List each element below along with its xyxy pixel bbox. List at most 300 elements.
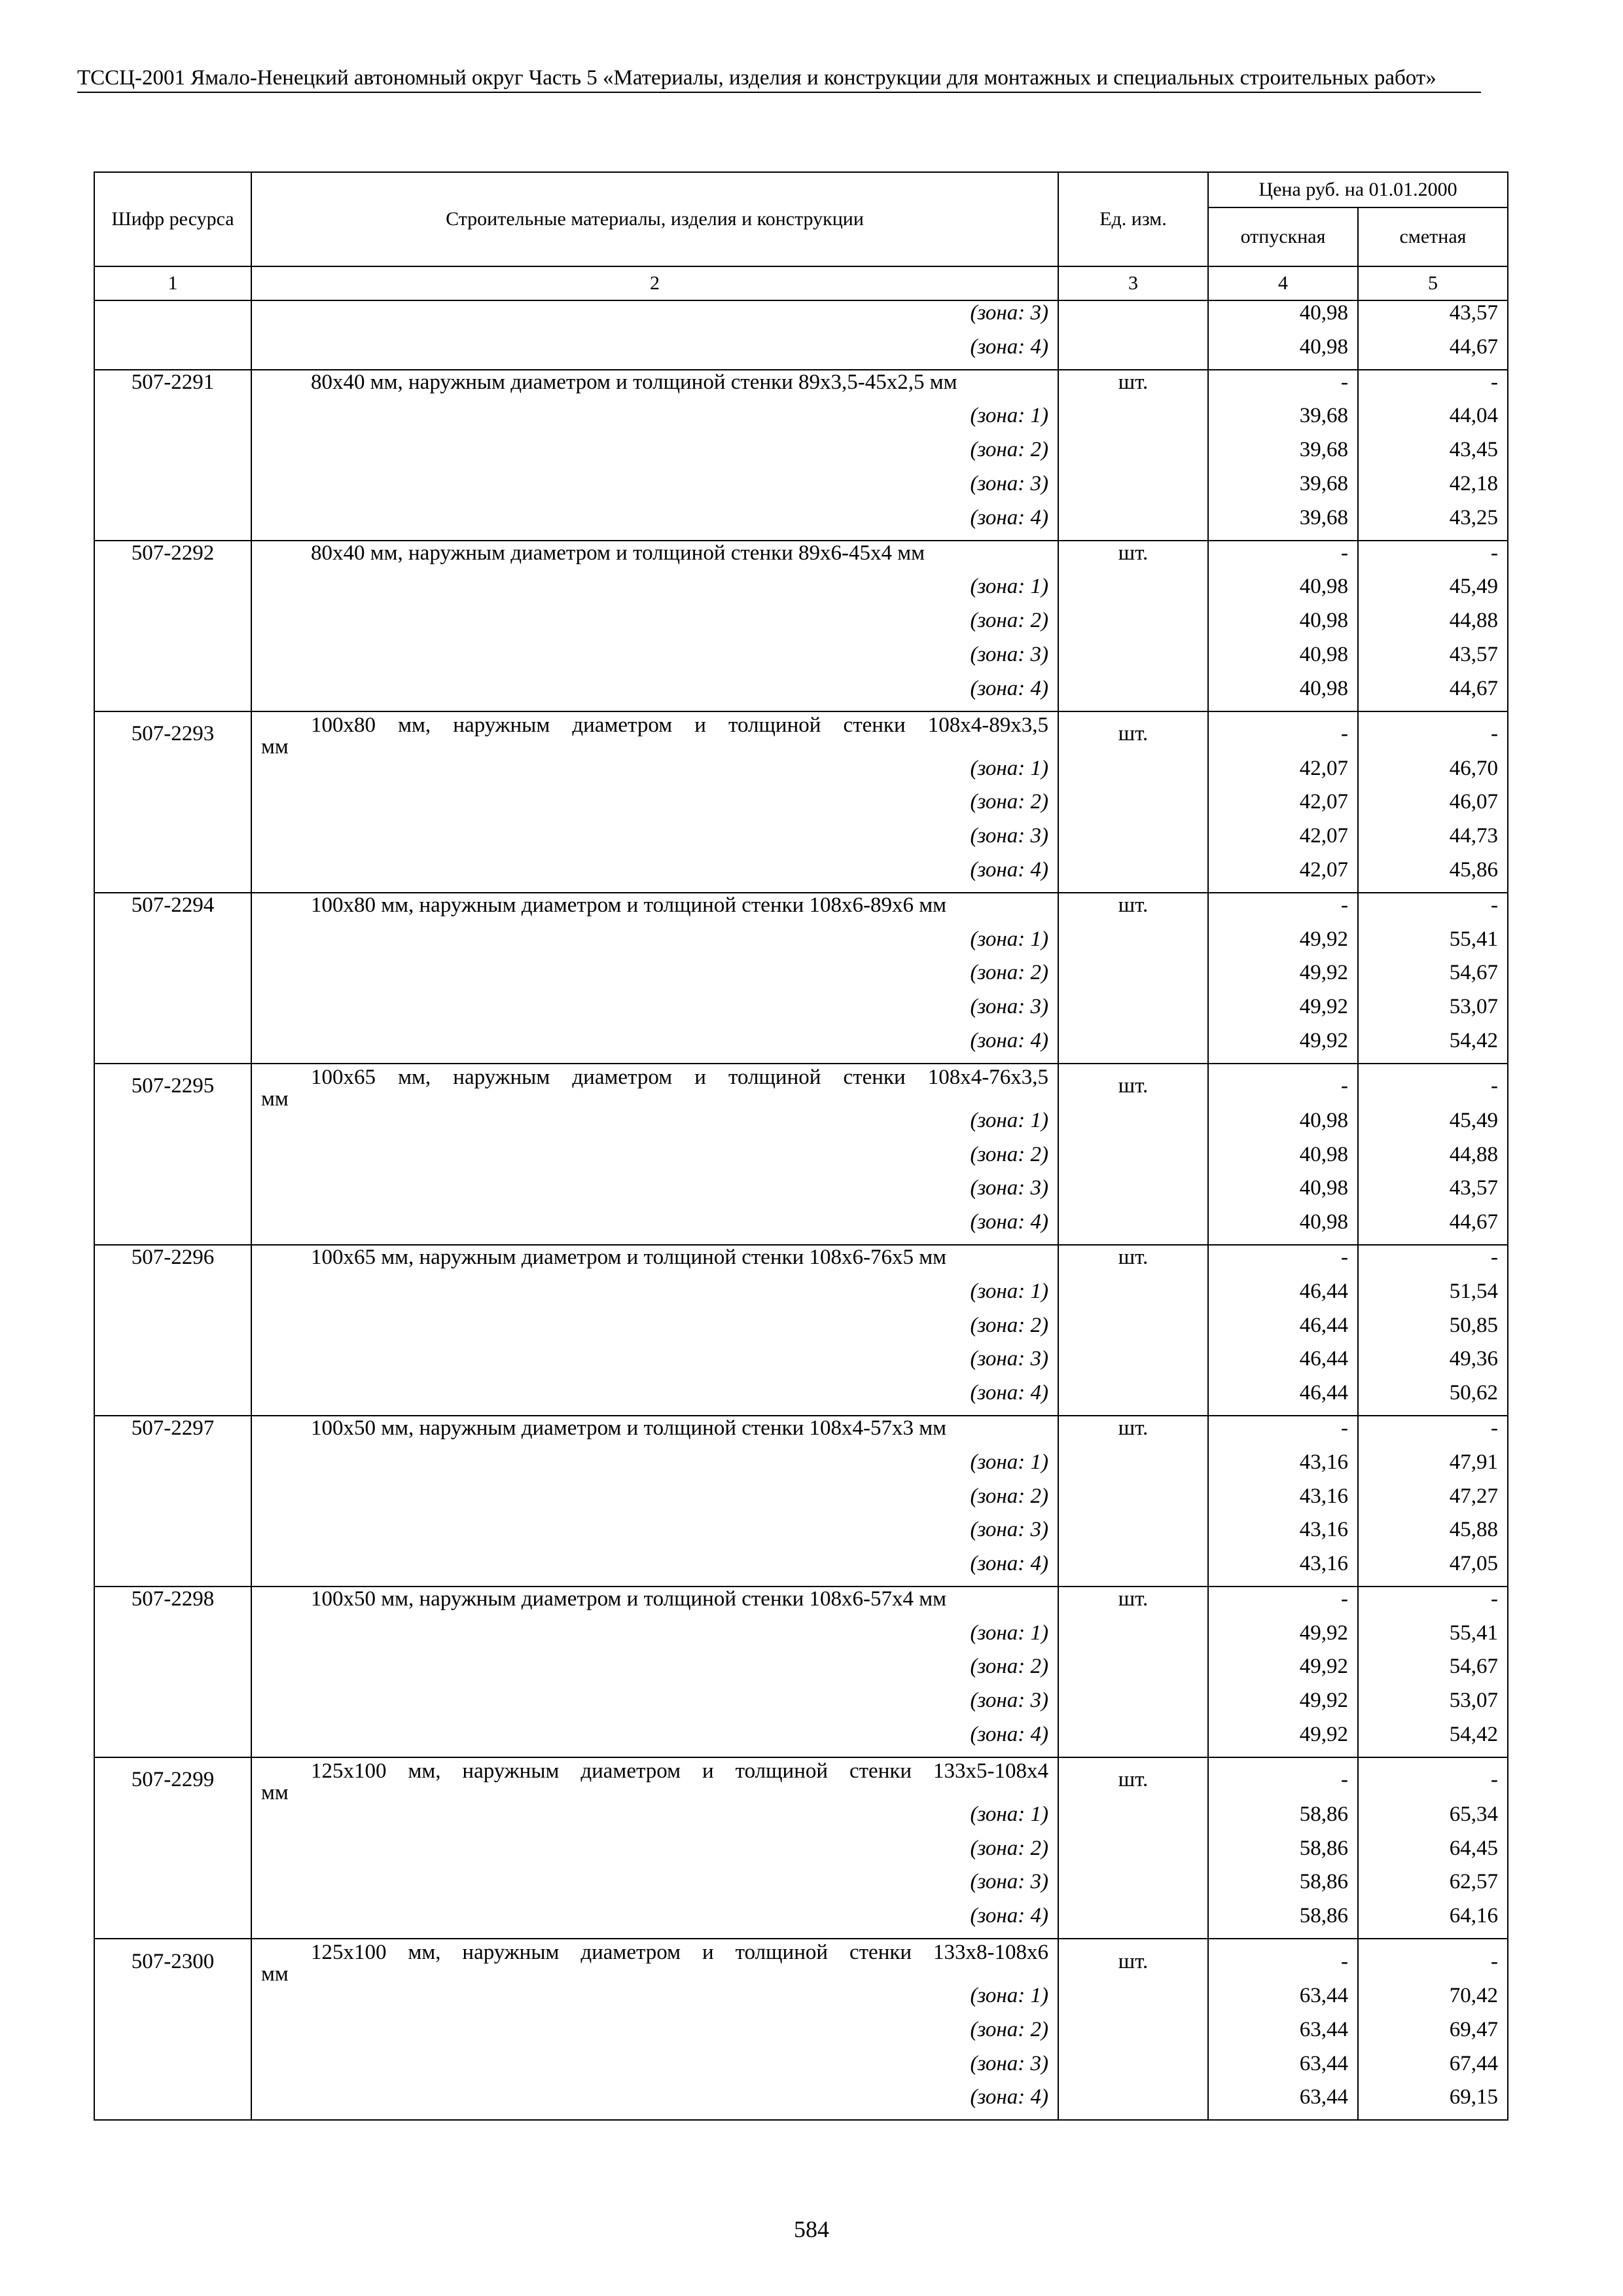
cell-code: [94, 995, 251, 1029]
cell-unit: [1058, 1109, 1208, 1143]
table-row: [94, 1904, 1508, 1939]
cell-estimate-price: -: [1358, 711, 1508, 757]
description-unit-text: мм: [261, 1962, 289, 1986]
cell-unit: [1058, 404, 1208, 438]
description-unit-text: мм: [261, 1780, 289, 1804]
col-number: 3: [1058, 266, 1208, 300]
cell-estimate-price: 65,34: [1358, 1803, 1508, 1837]
description-text: 100х65 мм, наружным диаметром и толщиной стенки 108х4-76х3,5: [311, 1065, 1048, 1089]
cell-unit: [1058, 1314, 1208, 1348]
cell-zone: (зона: 2): [251, 1837, 1058, 1871]
col-header-code: Шифр ресурса: [94, 172, 251, 266]
cell-zone: (зона: 4): [251, 1210, 1058, 1245]
cell-zone: (зона: 4): [251, 506, 1058, 541]
cell-unit: [1058, 1655, 1208, 1689]
table-row: [94, 1416, 1508, 1450]
cell-code: [94, 2085, 251, 2120]
cell-unit: [1058, 472, 1208, 506]
cell-estimate-price: 62,57: [1358, 1870, 1508, 1904]
cell-unit: [1058, 677, 1208, 711]
cell-estimate-price: 54,42: [1358, 1723, 1508, 1757]
cell-estimate-price: 47,27: [1358, 1484, 1508, 1518]
cell-code: [94, 335, 251, 370]
cell-release-price: 42,07: [1208, 824, 1358, 858]
cell-zone: (зона: 4): [251, 677, 1058, 711]
cell-release-price: -: [1208, 1939, 1358, 1984]
cell-zone: (зона: 2): [251, 1484, 1058, 1518]
table-row: [94, 1723, 1508, 1757]
cell-estimate-price: 46,07: [1358, 790, 1508, 824]
cell-estimate-price: 64,16: [1358, 1904, 1508, 1939]
cell-estimate-price: 53,07: [1358, 1689, 1508, 1723]
cell-unit: [1058, 1552, 1208, 1587]
cell-unit: шт.: [1058, 893, 1208, 927]
cell-estimate-price: 69,15: [1358, 2085, 1508, 2120]
cell-code: [94, 1484, 251, 1518]
cell-release-price: 39,68: [1208, 438, 1358, 472]
cell-code: [94, 472, 251, 506]
cell-code: [94, 1176, 251, 1210]
cell-code: [94, 1870, 251, 1904]
cell-unit: [1058, 2085, 1208, 2120]
cell-estimate-price: 45,88: [1358, 1518, 1508, 1552]
cell-code: [94, 858, 251, 893]
document-header: ТССЦ-2001 Ямало-Ненецкий автономный округ Часть 5 «Материалы, изделия и конструкции для монтажных и специальных строительных работ»: [77, 65, 1481, 93]
cell-estimate-price: 51,54: [1358, 1280, 1508, 1314]
cell-zone: (зона: 3): [251, 1518, 1058, 1552]
cell-unit: [1058, 1621, 1208, 1655]
cell-unit: [1058, 1029, 1208, 1064]
cell-code: 507-2298: [94, 1587, 251, 1621]
cell-zone: (зона: 3): [251, 2052, 1058, 2086]
cell-unit: [1058, 1484, 1208, 1518]
cell-estimate-price: 43,57: [1358, 1176, 1508, 1210]
cell-estimate-price: -: [1358, 1587, 1508, 1621]
cell-code: 507-2296: [94, 1245, 251, 1280]
cell-estimate-price: 45,49: [1358, 575, 1508, 609]
description-unit-text: мм: [261, 1086, 289, 1111]
cell-description: [251, 541, 1058, 575]
cell-code: [94, 824, 251, 858]
description-text: 100х65 мм, наружным диаметром и толщиной стенки 108х6-76х5 мм: [311, 1245, 947, 1269]
cell-zone: (зона: 1): [251, 927, 1058, 961]
cell-zone: (зона: 2): [251, 2018, 1058, 2052]
cell-estimate-price: 43,45: [1358, 438, 1508, 472]
table-row: [94, 1939, 1508, 1984]
cell-estimate-price: -: [1358, 370, 1508, 404]
table-row: [94, 711, 1508, 757]
table-row: [94, 927, 1508, 961]
cell-zone: (зона: 4): [251, 858, 1058, 893]
col-header-price: Цена руб. на 01.01.2000: [1208, 172, 1508, 207]
cell-code: [94, 1450, 251, 1484]
table-row: [94, 961, 1508, 995]
cell-zone: (зона: 3): [251, 995, 1058, 1029]
table-row: [94, 1587, 1508, 1621]
price-table: [94, 171, 1508, 2121]
cell-zone: (зона: 2): [251, 961, 1058, 995]
table-row: [94, 1689, 1508, 1723]
col-number: 1: [94, 266, 251, 300]
cell-release-price: 63,44: [1208, 2018, 1358, 2052]
cell-release-price: 39,68: [1208, 506, 1358, 541]
cell-estimate-price: 43,25: [1358, 506, 1508, 541]
cell-release-price: 43,16: [1208, 1484, 1358, 1518]
table-row: [94, 1064, 1508, 1109]
cell-code: [94, 1655, 251, 1689]
cell-code: [94, 927, 251, 961]
table-row: [94, 1314, 1508, 1348]
col-header-estimate: сметная: [1358, 207, 1508, 266]
cell-unit: [1058, 2052, 1208, 2086]
cell-code: [94, 300, 251, 335]
cell-release-price: 58,86: [1208, 1904, 1358, 1939]
table-row: [94, 2085, 1508, 2120]
cell-release-price: 49,92: [1208, 1029, 1358, 1064]
cell-release-price: -: [1208, 1416, 1358, 1450]
cell-zone: (зона: 4): [251, 1552, 1058, 1587]
cell-estimate-price: -: [1358, 1939, 1508, 1984]
cell-zone: (зона: 1): [251, 757, 1058, 791]
cell-code: [94, 1109, 251, 1143]
cell-unit: шт.: [1058, 711, 1208, 757]
cell-description: [251, 1064, 1058, 1109]
table-row: [94, 2018, 1508, 2052]
cell-code: [94, 643, 251, 677]
cell-code: [94, 1347, 251, 1381]
cell-zone: (зона: 2): [251, 1655, 1058, 1689]
cell-estimate-price: -: [1358, 1245, 1508, 1280]
table-row: [94, 1837, 1508, 1871]
cell-release-price: -: [1208, 541, 1358, 575]
cell-estimate-price: 44,04: [1358, 404, 1508, 438]
cell-unit: [1058, 1176, 1208, 1210]
cell-release-price: -: [1208, 893, 1358, 927]
cell-release-price: 43,16: [1208, 1450, 1358, 1484]
description-text: 80х40 мм, наружным диаметром и толщиной стенки 89х6-45х4 мм: [311, 541, 925, 565]
cell-zone: (зона: 4): [251, 1904, 1058, 1939]
cell-estimate-price: 54,42: [1358, 1029, 1508, 1064]
cell-unit: [1058, 1518, 1208, 1552]
cell-estimate-price: 44,67: [1358, 335, 1508, 370]
table-row: [94, 790, 1508, 824]
cell-code: 507-2291: [94, 370, 251, 404]
table-row: [94, 541, 1508, 575]
cell-unit: [1058, 1689, 1208, 1723]
cell-code: 507-2294: [94, 893, 251, 927]
cell-unit: [1058, 1280, 1208, 1314]
table-row: [94, 609, 1508, 643]
cell-zone: (зона: 2): [251, 790, 1058, 824]
cell-unit: шт.: [1058, 1587, 1208, 1621]
col-number: 2: [251, 266, 1058, 300]
cell-zone: (зона: 4): [251, 1029, 1058, 1064]
cell-zone: (зона: 3): [251, 824, 1058, 858]
cell-estimate-price: 64,45: [1358, 1837, 1508, 1871]
description-text: 100х50 мм, наружным диаметром и толщиной стенки 108х4-57х3 мм: [311, 1416, 947, 1440]
cell-zone: (зона: 1): [251, 1621, 1058, 1655]
description-text: 125х100 мм, наружным диаметром и толщиной стенки 133х8-108х6: [311, 1941, 1048, 1965]
cell-code: [94, 1803, 251, 1837]
cell-release-price: 40,98: [1208, 1143, 1358, 1177]
cell-estimate-price: -: [1358, 541, 1508, 575]
table-row: [94, 893, 1508, 927]
cell-zone: (зона: 4): [251, 2085, 1058, 2120]
cell-release-price: -: [1208, 1245, 1358, 1280]
cell-release-price: -: [1208, 711, 1358, 757]
cell-release-price: 40,98: [1208, 1109, 1358, 1143]
cell-unit: [1058, 609, 1208, 643]
table-row: [94, 404, 1508, 438]
cell-zone: (зона: 3): [251, 1176, 1058, 1210]
cell-unit: [1058, 1381, 1208, 1416]
cell-zone: (зона: 4): [251, 335, 1058, 370]
description-text: 100х80 мм, наружным диаметром и толщиной стенки 108х6-89х6 мм: [311, 893, 947, 917]
description-unit-text: мм: [261, 734, 289, 759]
description-text: 125х100 мм, наружным диаметром и толщиной стенки 133х5-108х4: [311, 1759, 1048, 1783]
cell-code: [94, 506, 251, 541]
cell-release-price: 46,44: [1208, 1381, 1358, 1416]
cell-unit: [1058, 757, 1208, 791]
cell-code: [94, 677, 251, 711]
cell-unit: [1058, 1723, 1208, 1757]
cell-unit: [1058, 643, 1208, 677]
cell-release-price: 39,68: [1208, 404, 1358, 438]
cell-unit: [1058, 858, 1208, 893]
cell-release-price: 43,16: [1208, 1552, 1358, 1587]
table-row: [94, 370, 1508, 404]
cell-description: [251, 1587, 1058, 1621]
cell-release-price: 49,92: [1208, 1655, 1358, 1689]
table-row: [94, 1143, 1508, 1177]
cell-unit: [1058, 1210, 1208, 1245]
cell-code: [94, 1984, 251, 2018]
cell-unit: [1058, 438, 1208, 472]
cell-release-price: 40,98: [1208, 609, 1358, 643]
table-row: [94, 1176, 1508, 1210]
cell-code: [94, 609, 251, 643]
cell-estimate-price: 70,42: [1358, 1984, 1508, 2018]
table-row: [94, 575, 1508, 609]
cell-unit: [1058, 2018, 1208, 2052]
col-number: 4: [1208, 266, 1358, 300]
cell-release-price: -: [1208, 370, 1358, 404]
cell-code: 507-2292: [94, 541, 251, 575]
table-row: [94, 1655, 1508, 1689]
cell-release-price: 63,44: [1208, 2052, 1358, 2086]
cell-code: [94, 2018, 251, 2052]
cell-release-price: 46,44: [1208, 1347, 1358, 1381]
cell-estimate-price: 50,62: [1358, 1381, 1508, 1416]
cell-estimate-price: -: [1358, 893, 1508, 927]
cell-code: [94, 1518, 251, 1552]
cell-zone: (зона: 3): [251, 643, 1058, 677]
cell-code: 507-2300: [94, 1939, 251, 1984]
cell-release-price: 40,98: [1208, 1210, 1358, 1245]
cell-code: [94, 757, 251, 791]
cell-description: [251, 370, 1058, 404]
cell-zone: (зона: 4): [251, 1723, 1058, 1757]
cell-release-price: 58,86: [1208, 1837, 1358, 1871]
table-row: [94, 824, 1508, 858]
cell-release-price: 40,98: [1208, 335, 1358, 370]
table-row: [94, 677, 1508, 711]
cell-unit: [1058, 995, 1208, 1029]
cell-estimate-price: 46,70: [1358, 757, 1508, 791]
cell-code: [94, 1621, 251, 1655]
cell-code: [94, 1314, 251, 1348]
cell-code: 507-2295: [94, 1064, 251, 1109]
cell-estimate-price: -: [1358, 1064, 1508, 1109]
cell-code: [94, 790, 251, 824]
cell-zone: (зона: 2): [251, 438, 1058, 472]
table-body: [94, 300, 1508, 2120]
page-number: 584: [794, 2216, 829, 2242]
cell-zone: (зона: 1): [251, 404, 1058, 438]
table-row: [94, 300, 1508, 335]
cell-zone: (зона: 1): [251, 575, 1058, 609]
table-row: [94, 1029, 1508, 1064]
cell-release-price: 58,86: [1208, 1803, 1358, 1837]
cell-estimate-price: 44,88: [1358, 609, 1508, 643]
cell-unit: шт.: [1058, 1939, 1208, 1984]
cell-code: [94, 1381, 251, 1416]
cell-release-price: 43,16: [1208, 1518, 1358, 1552]
cell-release-price: 49,92: [1208, 1723, 1358, 1757]
cell-unit: шт.: [1058, 541, 1208, 575]
table-row: [94, 1210, 1508, 1245]
cell-code: [94, 1837, 251, 1871]
cell-release-price: 58,86: [1208, 1870, 1358, 1904]
col-header-name: Строительные материалы, изделия и конструкции: [251, 172, 1058, 266]
cell-estimate-price: 45,49: [1358, 1109, 1508, 1143]
cell-release-price: -: [1208, 1064, 1358, 1109]
cell-release-price: 63,44: [1208, 1984, 1358, 2018]
cell-description: [251, 893, 1058, 927]
table-row: [94, 1347, 1508, 1381]
cell-unit: шт.: [1058, 1416, 1208, 1450]
cell-description: [251, 1245, 1058, 1280]
cell-zone: (зона: 1): [251, 1803, 1058, 1837]
cell-zone: (зона: 4): [251, 1381, 1058, 1416]
cell-estimate-price: 44,67: [1358, 1210, 1508, 1245]
cell-unit: шт.: [1058, 1757, 1208, 1803]
table-row: [94, 1450, 1508, 1484]
cell-zone: (зона: 1): [251, 1450, 1058, 1484]
cell-unit: [1058, 790, 1208, 824]
table-row: [94, 757, 1508, 791]
cell-estimate-price: 44,88: [1358, 1143, 1508, 1177]
table-row: [94, 1621, 1508, 1655]
table-row: [94, 1803, 1508, 1837]
col-header-unit: Ед. изм.: [1058, 172, 1208, 266]
cell-description: [251, 1757, 1058, 1803]
table-row: [94, 1984, 1508, 2018]
cell-estimate-price: 42,18: [1358, 472, 1508, 506]
cell-zone: (зона: 2): [251, 1314, 1058, 1348]
cell-estimate-price: 55,41: [1358, 927, 1508, 961]
cell-zone: (зона: 3): [251, 1347, 1058, 1381]
cell-release-price: 49,92: [1208, 927, 1358, 961]
cell-unit: [1058, 1837, 1208, 1871]
cell-release-price: 46,44: [1208, 1314, 1358, 1348]
cell-unit: [1058, 824, 1208, 858]
table-row: [94, 995, 1508, 1029]
cell-estimate-price: 49,36: [1358, 1347, 1508, 1381]
cell-release-price: 42,07: [1208, 790, 1358, 824]
cell-unit: [1058, 1143, 1208, 1177]
cell-release-price: 49,92: [1208, 1621, 1358, 1655]
cell-estimate-price: 53,07: [1358, 995, 1508, 1029]
cell-unit: [1058, 961, 1208, 995]
cell-code: [94, 438, 251, 472]
cell-release-price: 46,44: [1208, 1280, 1358, 1314]
cell-code: [94, 404, 251, 438]
cell-release-price: 40,98: [1208, 1176, 1358, 1210]
cell-estimate-price: 47,05: [1358, 1552, 1508, 1587]
cell-code: [94, 575, 251, 609]
cell-unit: [1058, 1450, 1208, 1484]
cell-estimate-price: 50,85: [1358, 1314, 1508, 1348]
cell-release-price: 40,98: [1208, 677, 1358, 711]
cell-release-price: 42,07: [1208, 858, 1358, 893]
table-row: [94, 643, 1508, 677]
table-row: [94, 1518, 1508, 1552]
cell-estimate-price: 44,67: [1358, 677, 1508, 711]
description-text: 80х40 мм, наружным диаметром и толщиной стенки 89х3,5-45х2,5 мм: [311, 370, 957, 394]
cell-unit: [1058, 575, 1208, 609]
cell-unit: [1058, 1803, 1208, 1837]
table-row: [94, 1870, 1508, 1904]
table-row: [94, 858, 1508, 893]
cell-zone: (зона: 3): [251, 472, 1058, 506]
cell-release-price: -: [1208, 1757, 1358, 1803]
cell-code: [94, 1723, 251, 1757]
cell-release-price: 40,98: [1208, 643, 1358, 677]
cell-description: [251, 1939, 1058, 1984]
cell-release-price: 63,44: [1208, 2085, 1358, 2120]
table-row: [94, 335, 1508, 370]
description-text: 100х50 мм, наружным диаметром и толщиной стенки 108х6-57х4 мм: [311, 1587, 947, 1611]
cell-estimate-price: 67,44: [1358, 2052, 1508, 2086]
cell-code: [94, 1280, 251, 1314]
table-row: [94, 1109, 1508, 1143]
table-row: [94, 1381, 1508, 1416]
cell-code: [94, 1143, 251, 1177]
cell-estimate-price: -: [1358, 1757, 1508, 1803]
cell-code: [94, 1689, 251, 1723]
cell-release-price: 42,07: [1208, 757, 1358, 791]
cell-estimate-price: 47,91: [1358, 1450, 1508, 1484]
cell-code: [94, 1210, 251, 1245]
cell-release-price: 49,92: [1208, 995, 1358, 1029]
table-row: [94, 506, 1508, 541]
cell-zone: (зона: 2): [251, 609, 1058, 643]
cell-unit: [1058, 335, 1208, 370]
table-row: [94, 1484, 1508, 1518]
cell-release-price: -: [1208, 1587, 1358, 1621]
table-row: [94, 2052, 1508, 2086]
cell-estimate-price: 69,47: [1358, 2018, 1508, 2052]
cell-code: [94, 1904, 251, 1939]
cell-code: [94, 961, 251, 995]
cell-zone: (зона: 2): [251, 1143, 1058, 1177]
cell-estimate-price: 43,57: [1358, 643, 1508, 677]
cell-estimate-price: 55,41: [1358, 1621, 1508, 1655]
cell-release-price: 40,98: [1208, 575, 1358, 609]
col-header-release: отпускная: [1208, 207, 1358, 266]
cell-unit: [1058, 1904, 1208, 1939]
